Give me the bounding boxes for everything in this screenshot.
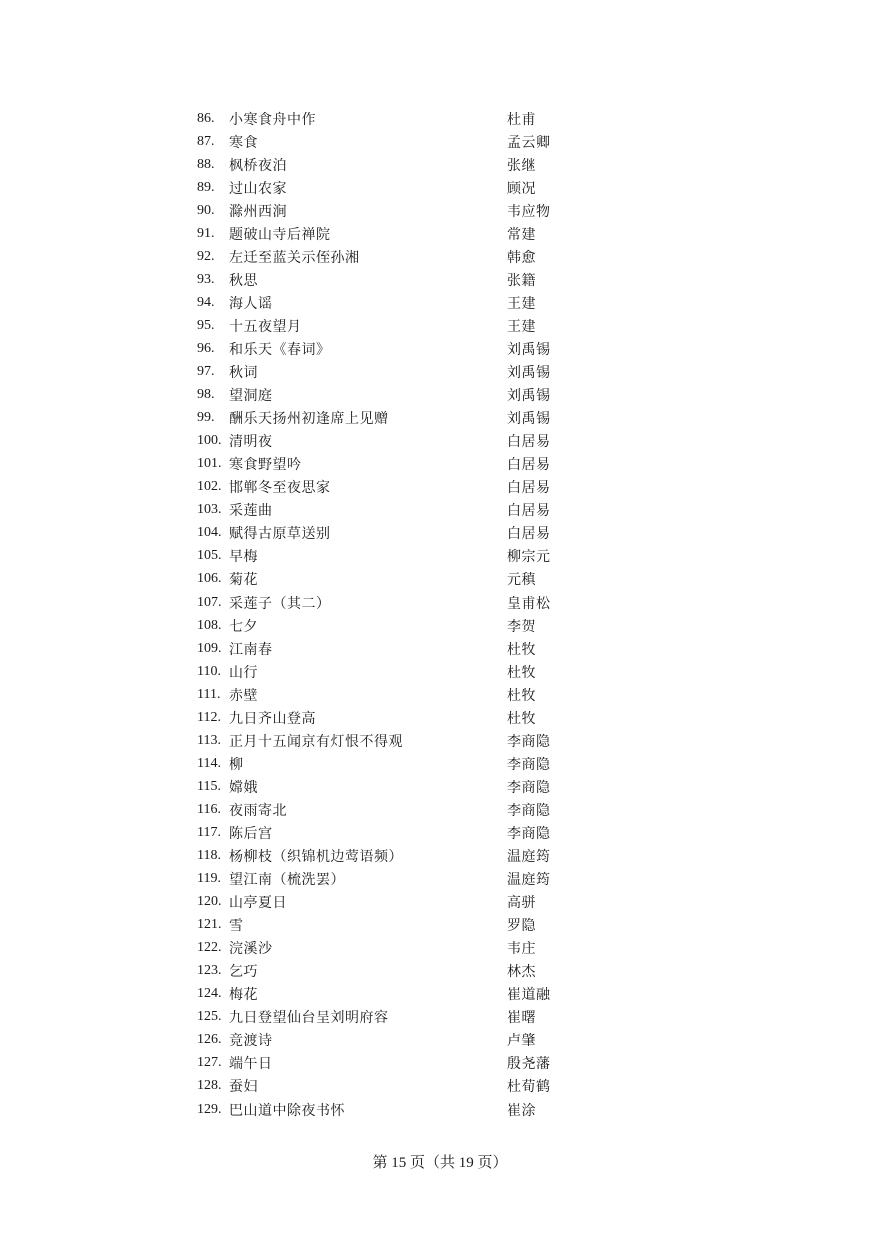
poem-author: 李商隐 — [507, 802, 551, 819]
list-item — [197, 891, 597, 914]
poem-author: 李商隐 — [507, 779, 551, 796]
item-number: 124. — [197, 986, 222, 1002]
poem-title: 山亭夏日 — [229, 895, 287, 912]
poem-title: 酬乐天扬州初逢席上见赠 — [229, 411, 389, 428]
poem-title: 赋得古原草送别 — [229, 526, 331, 543]
item-number: 110. — [197, 663, 221, 679]
list-item — [197, 1075, 597, 1098]
poem-title: 杨柳枝（织锦机边莺语频） — [229, 849, 403, 866]
list-item — [197, 1006, 597, 1029]
poem-author: 刘禹锡 — [507, 388, 551, 405]
list-item — [197, 775, 597, 798]
poem-author: 杜荀鹤 — [507, 1079, 551, 1096]
poem-title: 清明夜 — [229, 434, 273, 451]
poem-title: 陈后宫 — [229, 825, 273, 842]
poem-title: 七夕 — [229, 618, 258, 635]
poem-author: 罗隐 — [507, 918, 536, 935]
item-number: 119. — [197, 871, 221, 887]
item-number: 120. — [197, 894, 222, 910]
item-number: 114. — [197, 755, 221, 771]
item-number: 111. — [197, 686, 221, 702]
item-number: 112. — [197, 709, 221, 725]
item-number: 127. — [197, 1055, 222, 1071]
list-item — [197, 430, 597, 453]
list-item — [197, 337, 597, 360]
list-item — [197, 937, 597, 960]
poem-title: 小寒食舟中作 — [229, 111, 316, 128]
item-number: 86. — [197, 110, 215, 126]
list-item — [197, 683, 597, 706]
item-number: 98. — [197, 387, 215, 403]
item-number: 90. — [197, 202, 215, 218]
poem-author: 刘禹锡 — [507, 341, 551, 358]
list-item — [197, 706, 597, 729]
list-item — [197, 222, 597, 245]
list-item — [197, 522, 597, 545]
list-item — [197, 568, 597, 591]
poem-author: 柳宗元 — [507, 549, 551, 566]
item-number: 99. — [197, 410, 215, 426]
poem-title: 过山农家 — [229, 180, 287, 197]
item-number: 103. — [197, 502, 222, 518]
item-number: 129. — [197, 1101, 222, 1117]
list-item — [197, 361, 597, 384]
list-item — [197, 614, 597, 637]
poem-author: 杜牧 — [507, 641, 536, 658]
poem-author: 高骈 — [507, 895, 536, 912]
list-item — [197, 798, 597, 821]
poem-author: 杜甫 — [507, 111, 536, 128]
poem-author: 元稹 — [507, 572, 536, 589]
poem-title: 江南春 — [229, 641, 273, 658]
poem-author: 顾况 — [507, 180, 536, 197]
poem-author: 皇甫松 — [507, 595, 551, 612]
item-number: 101. — [197, 456, 222, 472]
list-item — [197, 407, 597, 430]
poem-title: 枫桥夜泊 — [229, 157, 287, 174]
poem-title: 秋词 — [229, 365, 258, 382]
list-item — [197, 1098, 597, 1121]
poem-title: 巴山道中除夜书怀 — [229, 1102, 345, 1119]
poem-author: 崔曙 — [507, 1010, 536, 1027]
poem-author: 李商隐 — [507, 825, 551, 842]
item-number: 97. — [197, 364, 215, 380]
poem-author: 温庭筠 — [507, 849, 551, 866]
poem-author: 张继 — [507, 157, 536, 174]
list-item — [197, 845, 597, 868]
poem-author: 杜牧 — [507, 687, 536, 704]
list-item — [197, 245, 597, 268]
poem-author: 殷尧藩 — [507, 1056, 551, 1073]
poem-title: 夜雨寄北 — [229, 802, 287, 819]
item-number: 118. — [197, 848, 221, 864]
poem-title: 邯郸冬至夜思家 — [229, 480, 331, 497]
poem-author: 王建 — [507, 318, 536, 335]
poem-author: 白居易 — [507, 503, 551, 520]
item-number: 115. — [197, 778, 221, 794]
poem-title: 乞巧 — [229, 964, 258, 981]
poem-author: 王建 — [507, 295, 536, 312]
list-item — [197, 752, 597, 775]
poem-author: 张籍 — [507, 272, 536, 289]
poem-title: 寒食野望吟 — [229, 457, 302, 474]
item-number: 105. — [197, 548, 222, 564]
item-number: 108. — [197, 617, 222, 633]
list-item — [197, 384, 597, 407]
poem-title: 采莲子（其二） — [229, 595, 331, 612]
list-item — [197, 983, 597, 1006]
poem-title: 赤壁 — [229, 687, 258, 704]
list-item — [197, 960, 597, 983]
poem-author: 刘禹锡 — [507, 365, 551, 382]
poem-author: 韦庄 — [507, 941, 536, 958]
poem-author: 白居易 — [507, 526, 551, 543]
list-item — [197, 314, 597, 337]
item-number: 95. — [197, 317, 215, 333]
poem-title: 早梅 — [229, 549, 258, 566]
item-number: 126. — [197, 1032, 222, 1048]
list-item — [197, 821, 597, 844]
page-footer: 第 15 页（共 19 页） — [372, 1155, 508, 1171]
poem-author: 崔涂 — [507, 1102, 536, 1119]
item-number: 109. — [197, 640, 222, 656]
poem-title: 竞渡诗 — [229, 1033, 273, 1050]
item-number: 94. — [197, 294, 215, 310]
list-item — [197, 1029, 597, 1052]
poem-title: 浣溪沙 — [229, 941, 273, 958]
poem-author: 白居易 — [507, 434, 551, 451]
item-number: 125. — [197, 1009, 222, 1025]
item-number: 96. — [197, 340, 215, 356]
list-item — [197, 453, 597, 476]
list-item — [197, 476, 597, 499]
item-number: 123. — [197, 963, 222, 979]
list-item — [197, 868, 597, 891]
poem-title: 海人谣 — [229, 295, 273, 312]
item-number: 93. — [197, 271, 215, 287]
item-number: 89. — [197, 179, 215, 195]
item-number: 113. — [197, 732, 221, 748]
list-item — [197, 130, 597, 153]
list-item — [197, 914, 597, 937]
poem-author: 崔道融 — [507, 987, 551, 1004]
poem-title: 采莲曲 — [229, 503, 273, 520]
poem-title: 山行 — [229, 664, 258, 681]
poem-list — [197, 107, 597, 1121]
poem-author: 李商隐 — [507, 733, 551, 750]
list-item — [197, 291, 597, 314]
item-number: 128. — [197, 1078, 222, 1094]
list-item — [197, 153, 597, 176]
poem-author: 杜牧 — [507, 710, 536, 727]
item-number: 121. — [197, 917, 222, 933]
list-item — [197, 107, 597, 130]
poem-author: 卢肇 — [507, 1033, 536, 1050]
item-number: 102. — [197, 479, 222, 495]
poem-title: 望江南（梳洗罢） — [229, 872, 345, 889]
poem-author: 李贺 — [507, 618, 536, 635]
poem-author: 白居易 — [507, 480, 551, 497]
poem-title: 端午日 — [229, 1056, 273, 1073]
poem-title: 蚕妇 — [229, 1079, 258, 1096]
poem-title: 题破山寺后禅院 — [229, 226, 331, 243]
poem-title: 和乐天《春词》 — [229, 341, 331, 358]
poem-title: 正月十五闻京有灯恨不得观 — [229, 733, 403, 750]
poem-title: 望洞庭 — [229, 388, 273, 405]
item-number: 104. — [197, 525, 222, 541]
poem-author: 韦应物 — [507, 203, 551, 220]
list-item — [197, 199, 597, 222]
poem-title: 雪 — [229, 918, 244, 935]
list-item — [197, 729, 597, 752]
list-item — [197, 499, 597, 522]
item-number: 116. — [197, 801, 221, 817]
list-item — [197, 660, 597, 683]
list-item — [197, 545, 597, 568]
poem-author: 温庭筠 — [507, 872, 551, 889]
poem-title: 十五夜望月 — [229, 318, 302, 335]
poem-author: 孟云卿 — [507, 134, 551, 151]
item-number: 107. — [197, 594, 222, 610]
list-item — [197, 591, 597, 614]
poem-title: 梅花 — [229, 987, 258, 1004]
poem-author: 杜牧 — [507, 664, 536, 681]
list-item — [197, 637, 597, 660]
poem-author: 常建 — [507, 226, 536, 243]
poem-author: 刘禹锡 — [507, 411, 551, 428]
poem-title: 左迁至蓝关示侄孙湘 — [229, 249, 360, 266]
poem-author: 李商隐 — [507, 756, 551, 773]
item-number: 106. — [197, 571, 222, 587]
item-number: 122. — [197, 940, 222, 956]
item-number: 87. — [197, 133, 215, 149]
item-number: 100. — [197, 433, 222, 449]
list-item — [197, 1052, 597, 1075]
item-number: 117. — [197, 824, 221, 840]
list-item — [197, 268, 597, 291]
poem-author: 韩愈 — [507, 249, 536, 266]
poem-author: 林杰 — [507, 964, 536, 981]
poem-title: 九日登望仙台呈刘明府容 — [229, 1010, 389, 1027]
item-number: 92. — [197, 248, 215, 264]
poem-title: 秋思 — [229, 272, 258, 289]
poem-title: 九日齐山登高 — [229, 710, 316, 727]
list-item — [197, 176, 597, 199]
poem-title: 滁州西涧 — [229, 203, 287, 220]
poem-title: 柳 — [229, 756, 244, 773]
poem-title: 菊花 — [229, 572, 258, 589]
item-number: 88. — [197, 156, 215, 172]
poem-author: 白居易 — [507, 457, 551, 474]
poem-title: 嫦娥 — [229, 779, 258, 796]
poem-title: 寒食 — [229, 134, 258, 151]
item-number: 91. — [197, 225, 215, 241]
